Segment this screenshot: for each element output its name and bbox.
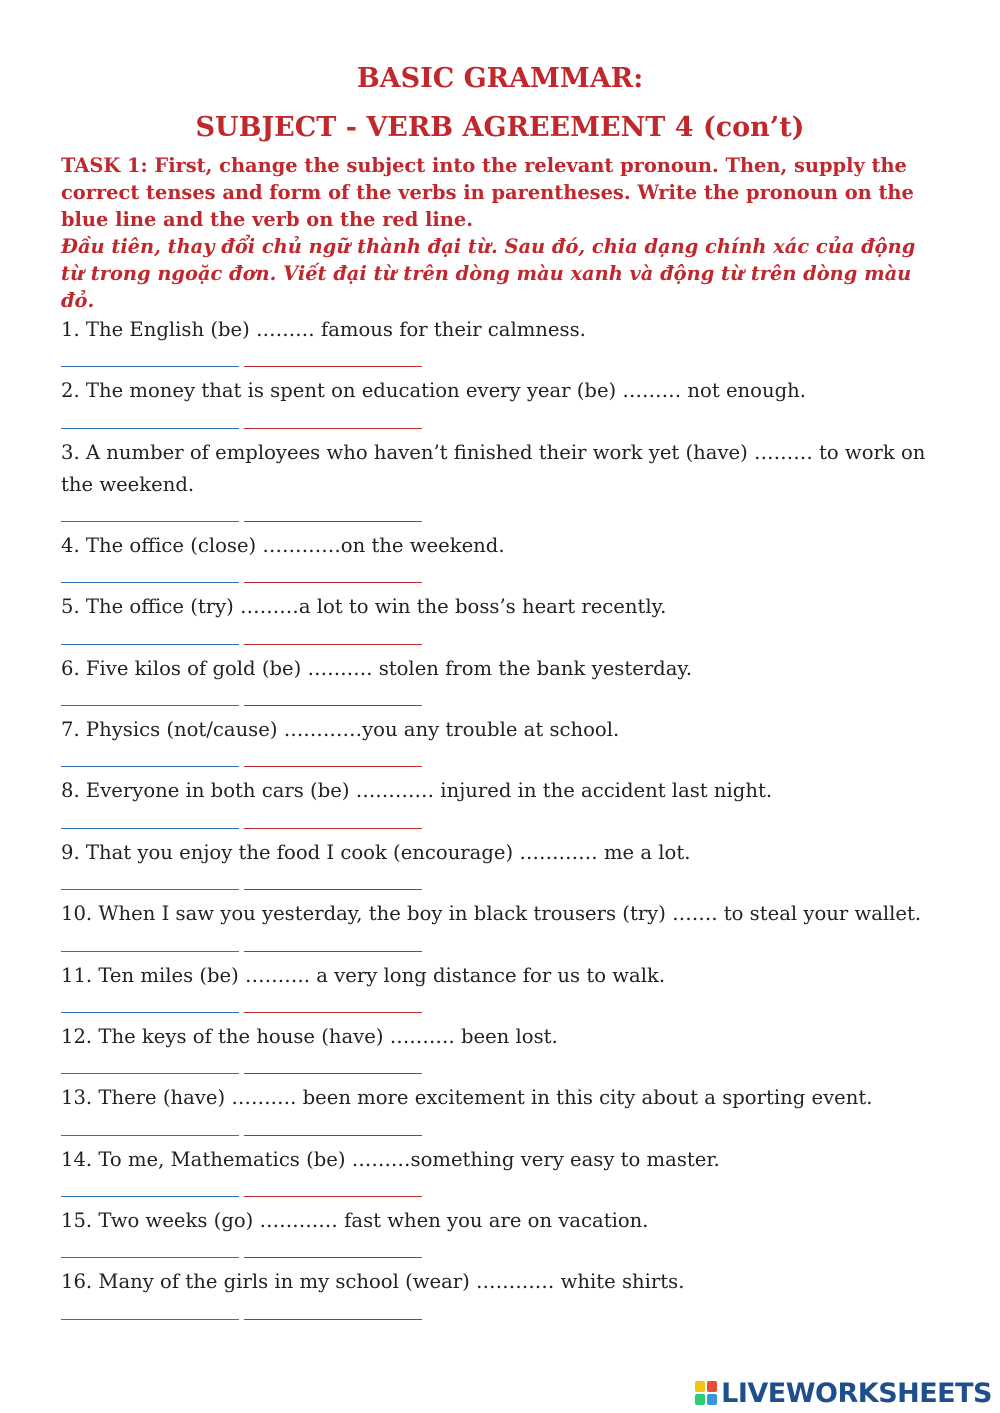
pronoun-answer-line[interactable] bbox=[61, 1012, 239, 1013]
answer-lines bbox=[61, 1318, 423, 1320]
verb-answer-line[interactable] bbox=[244, 428, 422, 429]
pronoun-answer-line[interactable] bbox=[61, 644, 239, 645]
pronoun-answer-line[interactable] bbox=[61, 521, 239, 522]
verb-answer-line[interactable] bbox=[244, 1012, 422, 1013]
question-item bbox=[61, 375, 941, 436]
verb-answer-line[interactable] bbox=[244, 951, 422, 952]
task-instruction-english: TASK 1: First, change the subject into the relevant pronoun. Then, supply the correct tenses and form of the verbs in parentheses. Write the pronoun on the blue line and the verb on the red line. bbox=[61, 154, 914, 231]
question-item bbox=[61, 530, 941, 591]
pronoun-answer-line[interactable] bbox=[61, 1196, 239, 1197]
question-text: 8. Everyone in both cars (be) ………… injured in the accident last night. bbox=[61, 779, 773, 803]
question-item bbox=[61, 653, 941, 714]
pronoun-answer-line[interactable] bbox=[61, 428, 239, 429]
question-text: 4. The office (close) …………on the weekend. bbox=[61, 533, 505, 557]
liveworksheets-logo bbox=[695, 1377, 992, 1409]
answer-lines bbox=[61, 581, 423, 583]
liveworksheets-logo-icon bbox=[695, 1381, 717, 1405]
verb-answer-line[interactable] bbox=[244, 1073, 422, 1074]
verb-answer-line[interactable] bbox=[244, 1135, 422, 1136]
question-item bbox=[61, 898, 941, 959]
question-text: 1. The English (be) ……… famous for their calmness. bbox=[61, 318, 586, 341]
pronoun-answer-line[interactable] bbox=[61, 951, 239, 952]
pronoun-answer-line[interactable] bbox=[61, 889, 239, 890]
question-text: 6. Five kilos of gold (be) ………. stolen from the bank yesterday. bbox=[61, 656, 693, 680]
question-text: 2. The money that is spent on education every year (be) ……… not enough. bbox=[61, 379, 806, 403]
verb-answer-line[interactable] bbox=[244, 766, 422, 767]
question-item bbox=[61, 314, 941, 375]
question-text: 16. Many of the girls in my school (wear) ………… white shirts. bbox=[61, 1270, 685, 1294]
question-text: 13. There (have) ………. been more excitement in this city about a sporting event. bbox=[61, 1086, 873, 1110]
question-item bbox=[61, 1205, 941, 1266]
title-basic-grammar: BASIC GRAMMAR: bbox=[356, 63, 644, 94]
pronoun-answer-line[interactable] bbox=[61, 828, 239, 829]
verb-answer-line[interactable] bbox=[244, 366, 422, 367]
answer-lines bbox=[61, 365, 423, 367]
answer-lines bbox=[61, 1256, 423, 1258]
question-item bbox=[61, 1021, 941, 1082]
question-text: 12. The keys of the house (have) ………. been lost. bbox=[61, 1024, 558, 1048]
verb-answer-line[interactable] bbox=[244, 828, 422, 829]
pronoun-answer-line[interactable] bbox=[61, 366, 239, 367]
task-instruction-vietnamese: Đầu tiên, thay đổi chủ ngữ thành đại từ. Sau đó, chia dạng chính xác của động từ trong ngoặc đơn. Viết đại từ trên dòng màu xanh và động từ trên dòng màu đỏ. bbox=[61, 235, 916, 312]
answer-lines bbox=[61, 827, 423, 829]
question-item bbox=[61, 775, 941, 836]
question-text: 3. A number of employees who haven’t finished their work yet (have) ……… to work on the weekend. bbox=[61, 440, 926, 496]
verb-answer-line[interactable] bbox=[244, 1257, 422, 1258]
question-item bbox=[61, 837, 941, 898]
liveworksheets-logo-text: LIVEWORKSHEETS bbox=[721, 1377, 992, 1409]
answer-lines bbox=[61, 704, 423, 706]
question-item bbox=[61, 437, 941, 530]
question-item bbox=[61, 960, 941, 1021]
question-list bbox=[61, 314, 941, 1328]
verb-answer-line[interactable] bbox=[244, 1196, 422, 1197]
pronoun-answer-line[interactable] bbox=[61, 1319, 239, 1320]
verb-answer-line[interactable] bbox=[244, 582, 422, 583]
question-item bbox=[61, 591, 941, 652]
answer-lines bbox=[61, 520, 423, 522]
pronoun-answer-line[interactable] bbox=[61, 1073, 239, 1074]
answer-lines bbox=[61, 1134, 423, 1136]
answer-lines bbox=[61, 950, 423, 952]
verb-answer-line[interactable] bbox=[244, 1319, 422, 1320]
question-text: 9. That you enjoy the food I cook (encourage) ………… me a lot. bbox=[61, 840, 691, 864]
verb-answer-line[interactable] bbox=[244, 644, 422, 645]
answer-lines bbox=[61, 765, 423, 767]
question-text: 14. To me, Mathematics (be) ………something very easy to master. bbox=[61, 1147, 720, 1171]
task-instructions bbox=[61, 152, 941, 314]
answer-lines bbox=[61, 1195, 423, 1197]
answer-lines bbox=[61, 1072, 423, 1074]
question-item bbox=[61, 1266, 941, 1327]
question-item bbox=[61, 1144, 941, 1205]
question-item bbox=[61, 714, 941, 775]
question-item bbox=[61, 1082, 941, 1143]
title-subject-verb-agreement: SUBJECT - VERB AGREEMENT 4 (con’t) bbox=[195, 112, 805, 143]
question-text: 10. When I saw you yesterday, the boy in black trousers (try) ……. to steal your wallet. bbox=[61, 902, 922, 926]
question-text: 11. Ten miles (be) ………. a very long distance for us to walk. bbox=[61, 963, 666, 987]
verb-answer-line[interactable] bbox=[244, 521, 422, 522]
pronoun-answer-line[interactable] bbox=[61, 582, 239, 583]
question-text: 5. The office (try) ………a lot to win the boss’s heart recently. bbox=[61, 595, 667, 619]
answer-lines bbox=[61, 1011, 423, 1013]
pronoun-answer-line[interactable] bbox=[61, 1257, 239, 1258]
pronoun-answer-line[interactable] bbox=[61, 705, 239, 706]
verb-answer-line[interactable] bbox=[244, 889, 422, 890]
answer-lines bbox=[61, 643, 423, 645]
question-text: 15. Two weeks (go) ………… fast when you are on vacation. bbox=[61, 1209, 649, 1233]
verb-answer-line[interactable] bbox=[244, 705, 422, 706]
pronoun-answer-line[interactable] bbox=[61, 766, 239, 767]
answer-lines bbox=[61, 427, 423, 429]
pronoun-answer-line[interactable] bbox=[61, 1135, 239, 1136]
answer-lines bbox=[61, 888, 423, 890]
question-text: 7. Physics (not/cause) …………you any trouble at school. bbox=[61, 717, 620, 741]
